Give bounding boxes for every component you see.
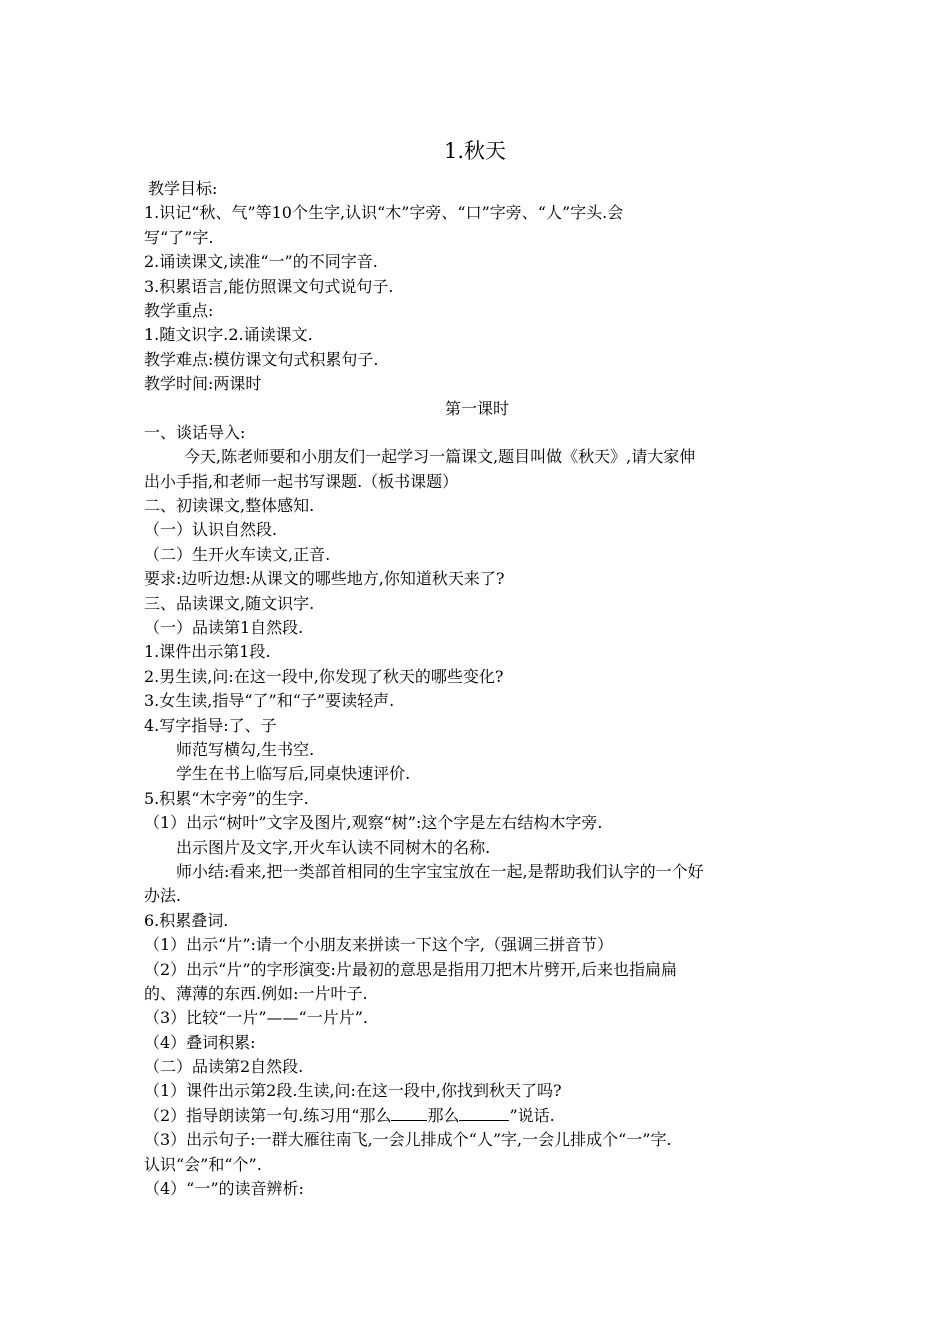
paragraph-line: 认识“会”和“个”.: [144, 1154, 262, 1174]
paragraph-line: 出小手指,和老师一起书写课题.（板书课题）: [144, 471, 459, 491]
paragraph-line: （二）生开火车读文,正音.: [144, 544, 331, 564]
paragraph-line: （一）品读第1自然段.: [144, 618, 304, 638]
paragraph-line: 教学难点:模仿课文句式积累句子.: [144, 349, 379, 369]
paragraph-line: 5.积累“木字旁”的生字.: [144, 788, 309, 808]
fill-in-blank: [391, 1106, 427, 1121]
paragraph-line: 1.课件出示第1段.: [144, 642, 271, 662]
paragraph-line: （2）出示“片”的字形演变:片最初的意思是指用刀把木片劈开,后来也指扁扁: [144, 959, 678, 979]
paragraph-line: （1）出示“树叶”文字及图片,观察“树”:这个字是左右结构木字旁.: [144, 813, 603, 833]
paragraph-line: 的、薄薄的东西.例如:一片叶子.: [144, 983, 368, 1003]
section-heading: （二）品读第2自然段.: [144, 1057, 304, 1077]
paragraph-line: 师小结:看来,把一类部首相同的生字宝宝放在一起,是帮助我们认字的一个好: [176, 861, 704, 881]
paragraph-line: （一）认识自然段.: [144, 520, 278, 540]
lesson-heading: 第一课时: [444, 398, 509, 418]
sentence-part: 那么: [427, 1105, 460, 1125]
paragraph-line: 办法.: [144, 886, 182, 906]
fill-in-blank: [459, 1106, 509, 1121]
paragraph-line: （1）课件出示第2段.生读,问:在这一段中,你找到秋天了吗?: [144, 1081, 562, 1101]
paragraph-line: （4）“一”的读音辨析:: [144, 1179, 304, 1199]
section-heading: 一、谈话导入:: [144, 422, 246, 442]
paragraph-line: 2.诵读课文,读准“一”的不同字音.: [144, 252, 378, 272]
paragraph-line: 写“了”字.: [144, 227, 214, 247]
paragraph-line: （4）叠词积累:: [144, 1032, 256, 1052]
paragraph-line: 师范写横勾,生书空.: [176, 739, 315, 759]
paragraph-line: 3.女生读,指导“了”和“子”要读轻声.: [144, 691, 395, 711]
section-heading-key-points: 教学重点:: [144, 300, 214, 320]
document-body: [144, 177, 810, 1201]
sentence-part: （2）指导朗读第一句.练习用“那么: [144, 1105, 392, 1125]
section-heading-objectives: 教学目标:: [148, 179, 218, 198]
section-heading: 二、初读课文,整体感知.: [144, 496, 315, 516]
paragraph-line: 2.男生读,问:在这一段中,你发现了秋天的哪些变化?: [144, 666, 504, 686]
paragraph-line: （3）出示句子:一群大雁往南飞,一会儿排成个“人”字,一会儿排成个“一”字.: [144, 1130, 672, 1150]
section-heading: 三、品读课文,随文识字.: [144, 593, 315, 613]
fill-in-sentence-line: [144, 1104, 810, 1128]
document-title: 1.秋天: [443, 139, 507, 163]
paragraph-line: 要求:边听边想:从课文的哪些地方,你知道秋天来了?: [144, 569, 505, 589]
paragraph-line: 学生在书上临写后,同桌快速评价.: [176, 764, 411, 784]
paragraph-line: （1）出示“片”:请一个小朋友来拼读一下这个字,（强调三拼音节）: [144, 935, 614, 955]
sentence-part: ”说话.: [509, 1105, 555, 1125]
paragraph-line: 3.积累语言,能仿照课文句式说句子.: [144, 276, 394, 296]
paragraph-line: 出示图片及文字,开火车认读不同树木的名称.: [176, 837, 491, 857]
paragraph-line: 1.识记“秋、气”等10个生字,认识“木”字旁、“口”字旁、“人”字头.会: [144, 203, 624, 223]
paragraph-line: （3）比较“一片”——“一片片”.: [144, 1008, 368, 1028]
paragraph-line: 教学时间:两课时: [144, 374, 262, 394]
paragraph-line: 4.写字指导:了、子: [144, 715, 277, 735]
paragraph-line: 6.积累叠词.: [144, 910, 229, 930]
paragraph-line: 1.随文识字.2.诵读课文.: [144, 325, 313, 345]
paragraph-line: 今天,陈老师要和小朋友们一起学习一篇课文,题目叫做《秋天》,请大家伸: [184, 447, 696, 467]
